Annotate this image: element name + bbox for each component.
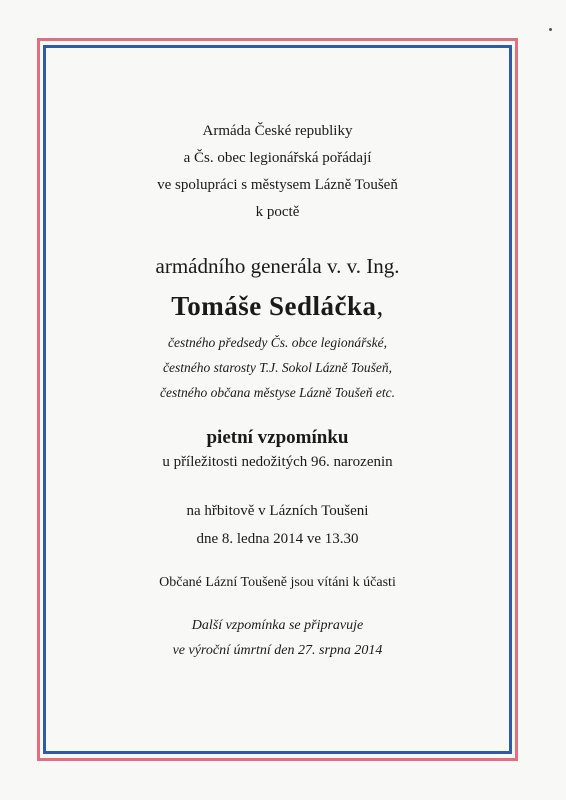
title-line: čestného občana městyse Lázně Toušeň etc. <box>160 385 395 400</box>
honoree-name-punctuation: , <box>376 291 384 321</box>
place-line: na hřbitově v Lázních Toušeni <box>186 503 369 519</box>
next-line: Další vzpomínka se připravuje <box>191 618 364 633</box>
intro-line: a Čs. obec legionářská pořádají <box>183 150 372 166</box>
honoree-rank: armádního generála v. v. Ing. <box>155 254 400 278</box>
welcome-note: Občané Lázní Toušeně jsou vítáni k účasti <box>159 575 396 590</box>
next-memorial-note <box>46 613 509 663</box>
organizers-block <box>46 118 509 226</box>
intro-line: k poctě <box>255 204 300 220</box>
intro-line: Armáda České republiky <box>202 123 353 139</box>
event-title: pietní vzpomínku <box>206 427 349 448</box>
invitation-content <box>46 48 509 663</box>
title-line: čestného starosty T.J. Sokol Lázně Toušeň, <box>163 360 392 375</box>
event-occasion: u příležitosti nedožitých 96. narozenin <box>162 454 393 470</box>
title-line: čestného předsedy Čs. obce legionářské, <box>168 335 387 350</box>
event-place-and-time <box>46 497 509 553</box>
scan-speck <box>549 28 552 31</box>
honoree-name: Tomáše Sedláčka <box>171 291 377 321</box>
next-line: ve výroční úmrtní den 27. srpna 2014 <box>172 643 383 658</box>
honoree-name-line <box>46 288 509 324</box>
intro-line: ve spolupráci s městysem Lázně Toušeň <box>157 177 398 193</box>
date-line: dne 8. ledna 2014 ve 13.30 <box>196 531 359 547</box>
honoree-titles <box>46 330 509 405</box>
